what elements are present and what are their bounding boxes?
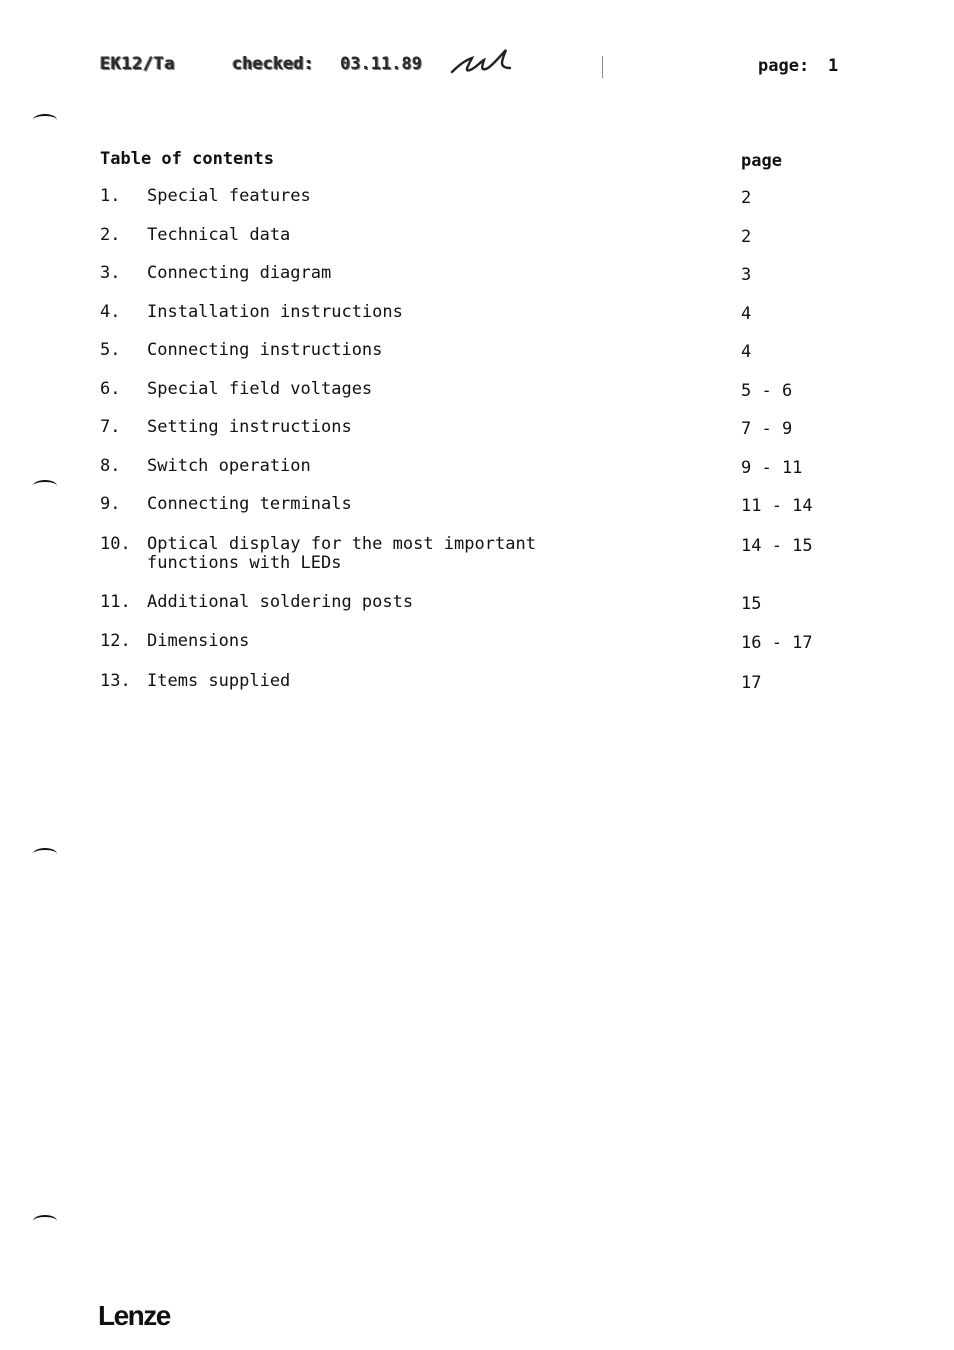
binder-mark <box>33 114 57 126</box>
toc-entry-number: 1. <box>100 186 121 206</box>
toc-entry-page: 2 <box>741 188 752 208</box>
header-separator <box>602 56 603 78</box>
toc-entry-title: Installation instructions <box>147 302 403 322</box>
signature-icon <box>450 46 520 80</box>
binder-mark <box>33 1215 57 1227</box>
toc-entry-title: Connecting terminals <box>147 494 352 514</box>
toc-entry-page: 9 - 11 <box>741 458 803 478</box>
toc-page-column-label: page <box>741 151 782 171</box>
toc-entry-page: 11 - 14 <box>741 496 813 516</box>
toc-entry-page: 16 - 17 <box>741 633 813 653</box>
toc-entry-number: 12. <box>100 631 131 651</box>
page-label: page: <box>758 56 810 76</box>
toc-entry-page: 5 - 6 <box>741 381 793 401</box>
toc-entry-number: 8. <box>100 456 121 476</box>
toc-entry-page: 3 <box>741 265 752 285</box>
document-code: EK12/Ta <box>100 54 176 74</box>
toc-entry-number: 4. <box>100 302 121 322</box>
toc-entry-number: 11. <box>100 592 131 612</box>
toc-entry-number: 2. <box>100 225 121 245</box>
toc-entry-page: 15 <box>741 594 762 614</box>
toc-title: Table of contents <box>100 149 274 169</box>
toc-entry-number: 10. <box>100 534 131 554</box>
binder-mark <box>33 848 57 860</box>
toc-entry-title: Optical display for the most important functions with LEDs <box>147 534 536 573</box>
toc-entry-title: Connecting instructions <box>147 340 383 360</box>
toc-entry-title: Dimensions <box>147 631 250 651</box>
toc-entry-title: Items supplied <box>147 671 291 691</box>
toc-entry-page: 4 <box>741 304 752 324</box>
toc-entry-title: Switch operation <box>147 456 311 476</box>
toc-entry-title: Special field voltages <box>147 379 373 399</box>
toc-entry-number: 6. <box>100 379 121 399</box>
toc-entry-number: 13. <box>100 671 131 691</box>
toc-entry-title: Connecting diagram <box>147 263 332 283</box>
toc-entry-page: 14 - 15 <box>741 536 813 556</box>
toc-entry-title: Special features <box>147 186 311 206</box>
document-header <box>100 52 860 80</box>
toc-entry-number: 7. <box>100 417 121 437</box>
toc-entry-page: 2 <box>741 227 752 247</box>
page-number: 1 <box>828 56 839 76</box>
toc-entry-page: 4 <box>741 342 752 362</box>
toc-entry-number: 9. <box>100 494 121 514</box>
toc-entry-number: 5. <box>100 340 121 360</box>
toc-entry-number: 3. <box>100 263 121 283</box>
binder-mark <box>33 480 57 492</box>
toc-entry-title: Setting instructions <box>147 417 352 437</box>
toc-entry-title: Additional soldering posts <box>147 592 414 612</box>
checked-label: checked: <box>232 54 314 74</box>
lenze-logo: Lenze <box>98 1300 170 1331</box>
checked-date: 03.11.89 <box>340 54 422 74</box>
toc-entry-title: Technical data <box>147 225 291 245</box>
toc-entry-page: 7 - 9 <box>741 419 793 439</box>
toc-entry-page: 17 <box>741 673 762 693</box>
